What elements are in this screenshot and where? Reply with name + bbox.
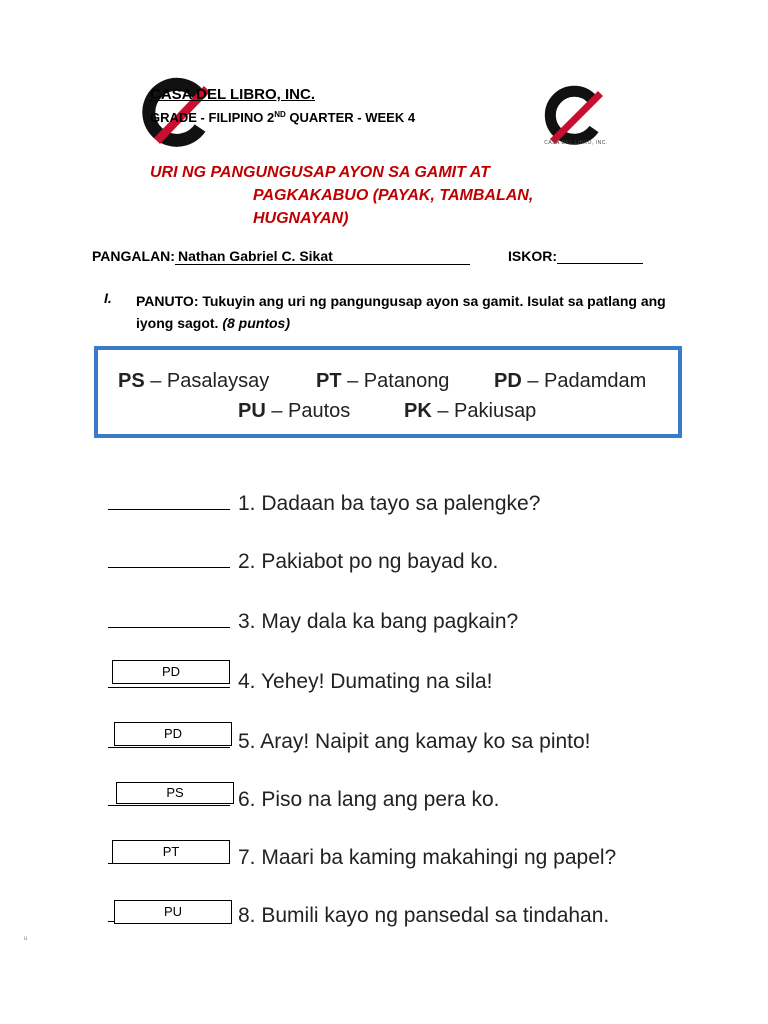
answer-blank[interactable] (108, 611, 230, 628)
name-field[interactable]: Nathan Gabriel C. Sikat (175, 248, 470, 265)
instructions (136, 290, 696, 334)
logo-caption: CASA DEL LIBRO, INC. (544, 140, 608, 146)
title-line-2: PAGKAKABUO (PAYAK, TAMBALAN, (253, 187, 534, 204)
answer-blank[interactable] (108, 493, 230, 510)
name-row (92, 248, 470, 265)
company-name: CASA DEL LIBRO, INC. (150, 86, 316, 103)
name-label: PANGALAN: (92, 248, 175, 264)
legend-item-ps: PS – Pasalaysay (118, 370, 270, 392)
worksheet-title (150, 161, 533, 230)
answer-box-6[interactable]: PS (116, 782, 234, 804)
grade-line: GRADE - FILIPINO 2ND QUARTER - WEEK 4 (150, 110, 416, 125)
score-label: ISKOR: (508, 248, 557, 264)
score-field[interactable] (557, 249, 643, 264)
question-item: 7. Maari ba kaming makahingi ng papel? (108, 846, 616, 870)
question-item: 4. Yehey! Dumating na sila! (108, 670, 493, 694)
answer-box-4[interactable]: PD (112, 660, 230, 684)
answer-box-8[interactable]: PU (114, 900, 232, 924)
answer-box-5[interactable]: PD (114, 722, 232, 746)
score-row (508, 248, 643, 264)
question-item: 8. Bumili kayo ng pansedal sa tindahan. (108, 904, 609, 928)
question-item: 5. Aray! Naipit ang kamay ko sa pinto! (108, 730, 591, 754)
legend-item-pk: PK – Pakiusap (404, 400, 537, 422)
question-item: 2. Pakiabot po ng bayad ko. (108, 550, 498, 574)
legend-item-pd: PD – Padamdam (494, 370, 647, 392)
instructions-points: (8 puntos) (222, 315, 290, 331)
answer-blank[interactable] (108, 551, 230, 568)
footer-mark: u (24, 936, 28, 942)
legend-box (94, 346, 682, 438)
legend-item-pt: PT – Patanong (316, 370, 450, 392)
section-number: I. (104, 290, 112, 306)
answer-box-7[interactable]: PT (112, 840, 230, 864)
title-line-1: URI NG PANGUNGUSAP AYON SA GAMIT AT (150, 164, 490, 181)
question-item: 6. Piso na lang ang pera ko. (108, 788, 500, 812)
question-item: 1. Dadaan ba tayo sa palengke? (108, 492, 540, 516)
title-line-3: HUGNAYAN) (253, 210, 349, 227)
legend-item-pu: PU – Pautos (238, 400, 351, 422)
question-item: 3. May dala ka bang pagkain? (108, 610, 518, 634)
instructions-text: PANUTO: Tukuyin ang uri ng pangungusap ayon sa gamit. Isulat sa patlang ang iyong sagot. (136, 293, 666, 331)
